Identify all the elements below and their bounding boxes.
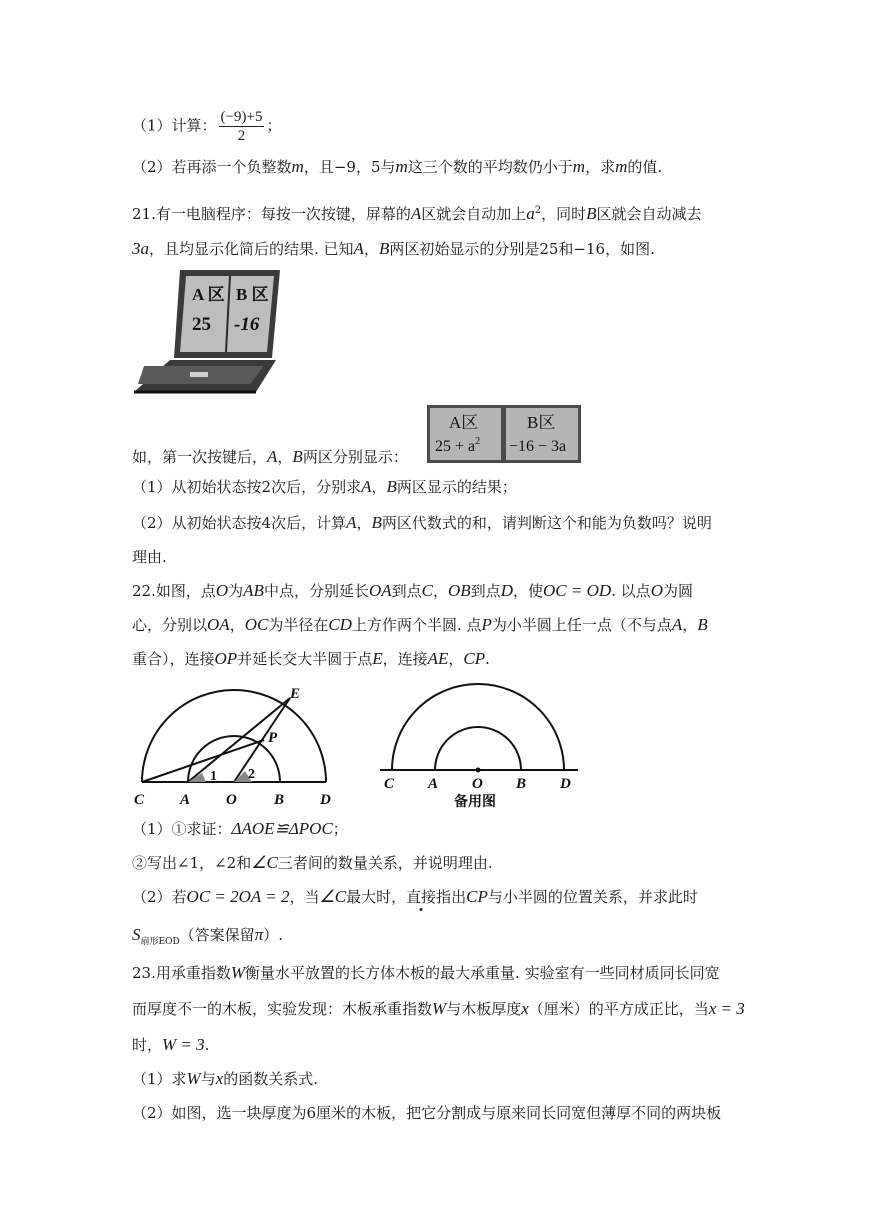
var: O	[215, 581, 229, 600]
text: .	[485, 650, 490, 668]
q21-sub2	[132, 512, 749, 534]
var: A	[410, 204, 422, 223]
var: D	[500, 581, 513, 600]
q23-sub1	[132, 1068, 749, 1090]
q22-line3	[132, 648, 749, 670]
text: ，	[371, 478, 387, 496]
var: 3a	[132, 239, 149, 258]
display-b-expr: −16 − 3a	[509, 438, 567, 455]
geometry-figure-spare	[380, 678, 590, 812]
q23-line2	[132, 998, 749, 1020]
var: B	[371, 513, 382, 532]
spare-caption: 备用图	[454, 795, 496, 810]
text: 与小半圆的位置关系，并求此时	[487, 888, 698, 906]
label-e: E	[290, 686, 301, 702]
var: A	[671, 615, 683, 634]
var: C	[421, 581, 433, 600]
text: 区就会自动减去	[596, 205, 702, 223]
laptop-touchpad	[190, 372, 208, 377]
var: OA	[368, 581, 392, 600]
label-a: A	[180, 792, 191, 808]
text: ，且−9，5与	[303, 158, 396, 176]
text: ，	[363, 240, 379, 258]
center-point	[476, 768, 481, 773]
q22-line2	[132, 614, 749, 636]
equation: ΔAOE≌ΔPOC	[231, 819, 333, 838]
text: ，	[682, 616, 698, 634]
var: O	[650, 581, 663, 600]
text: （厘米）的平方成正比，当	[528, 1000, 709, 1018]
var: ∠C	[251, 853, 278, 872]
var: m	[572, 157, 586, 176]
var: A	[361, 477, 372, 496]
text: （2）若再添一个负整数	[132, 158, 292, 176]
q22-sub2-cont	[132, 924, 749, 953]
text: 与木板厚度	[446, 1000, 522, 1018]
text: 两区代数式的和，请判断这个和能为负数吗？说明	[381, 514, 712, 532]
text: 为小半圆上任一点（不与点	[491, 616, 672, 634]
text: 如，第一次按键后，	[132, 448, 268, 466]
var: A	[353, 239, 364, 258]
q21-line1	[132, 200, 749, 225]
text: 为圆	[662, 582, 693, 600]
text: ；	[266, 116, 282, 135]
text: （2）如图，选一块厚度为6厘米的木板，把它分割成与原来同长同宽但薄厚不同的两块板	[132, 1104, 722, 1122]
var: OA	[207, 615, 230, 634]
q21-line2	[132, 238, 749, 260]
text: 的值.	[627, 158, 663, 176]
text: （答案保留	[179, 926, 255, 944]
laptop-a-label: A 区	[192, 285, 225, 304]
text: 三者间的数量关系，并说明理由.	[277, 854, 493, 872]
q21-sub1	[132, 476, 749, 498]
text: 区就会自动加上	[421, 205, 527, 223]
q22-sub1-2	[132, 852, 749, 874]
label-d: D	[320, 792, 331, 808]
spare-label-c: C	[384, 776, 395, 792]
display-b-label: B区	[527, 413, 556, 432]
emphasis-text: 直接	[406, 888, 437, 906]
var: W	[432, 999, 447, 1018]
text: 23.用承重指数	[132, 964, 231, 982]
text: 衡量水平放置的长方体木板的最大承重量. 实验室有一些同材质同长同宽	[245, 964, 720, 982]
var: S	[132, 925, 141, 944]
display-a-expr	[435, 436, 480, 455]
q22-sub1	[132, 818, 749, 840]
label-p: P	[268, 730, 278, 746]
q21-sub2-cont	[132, 546, 749, 568]
text: （1）计算：	[132, 116, 217, 135]
fraction-denominator: 2	[237, 128, 246, 144]
text: 指出	[436, 888, 467, 906]
var: x	[521, 999, 529, 1018]
q23-sub2	[132, 1102, 749, 1124]
equation: OC = OD	[542, 581, 612, 600]
var: m	[615, 157, 628, 176]
var: OC	[244, 615, 269, 634]
var: x	[215, 1069, 224, 1088]
laptop-a-value: 25	[192, 314, 211, 335]
text: 这三个数的平均数仍小于	[407, 158, 573, 176]
geometry-figure-main	[128, 686, 348, 812]
label-c: C	[134, 792, 145, 808]
q22-line1	[132, 580, 749, 602]
q20-part1	[132, 108, 749, 145]
text: 重合），连接	[132, 650, 215, 668]
var: OB	[448, 581, 471, 600]
text: 时，	[132, 1036, 163, 1054]
text: 上方作两个半圆. 点	[351, 616, 482, 634]
text: ②写出∠1，∠2和	[132, 854, 252, 872]
laptop-b-value: -16	[234, 314, 260, 335]
text: 两区显示的结果；	[396, 478, 517, 496]
spare-label-b: B	[516, 776, 527, 792]
text: ；	[332, 820, 348, 838]
text: ，	[229, 616, 245, 634]
var: AB	[243, 581, 264, 600]
text: ，使	[512, 582, 543, 600]
text: ，	[277, 448, 293, 466]
equation: W = 3	[162, 1035, 205, 1054]
var: CP	[466, 887, 488, 906]
var: B	[378, 239, 390, 258]
subscript: 扇形EOD	[140, 937, 180, 947]
text: . 以点	[611, 582, 651, 600]
var: m	[291, 157, 304, 176]
text: 中点，分别延长	[263, 582, 369, 600]
var: OP	[214, 649, 238, 668]
superscript: 2	[534, 205, 542, 216]
label-angle1: 1	[210, 769, 217, 784]
text: 两区初始显示的分别是25和−16，如图.	[389, 240, 655, 258]
q23-line3	[132, 1034, 749, 1056]
var: a	[526, 204, 535, 223]
text: 而厚度不一的木板，实验发现：木板承重指数	[132, 1000, 433, 1018]
text: 与	[200, 1070, 216, 1088]
laptop-b-label: B 区	[236, 285, 269, 304]
text: ，	[448, 650, 464, 668]
text: 为	[228, 582, 244, 600]
display-box	[427, 405, 581, 463]
superscript: 2	[475, 436, 481, 447]
text: 到点	[391, 582, 422, 600]
q20-part2	[132, 156, 749, 178]
text: 两区分别显示：	[302, 448, 408, 466]
label-b: B	[274, 792, 285, 808]
var: CD	[328, 615, 352, 634]
spare-label-o: O	[472, 776, 483, 792]
display-a-label: A区	[449, 413, 479, 432]
var: AE	[427, 649, 449, 668]
text: 22.如图，点	[132, 582, 216, 600]
text: （1）①求证：	[132, 820, 232, 838]
var: π	[254, 925, 264, 944]
var: CP	[463, 649, 486, 668]
text: 并延长交大半圆于点	[237, 650, 373, 668]
var: B	[697, 615, 708, 634]
label-o: O	[226, 792, 237, 808]
var: E	[372, 649, 383, 668]
equation: OC = 2OA = 2	[186, 887, 290, 906]
var: B	[292, 447, 303, 466]
laptop-figure	[132, 268, 282, 398]
text: ，连接	[382, 650, 428, 668]
var: P	[481, 615, 492, 634]
var: W	[186, 1069, 201, 1088]
var: B	[586, 204, 597, 223]
text: .	[204, 1036, 210, 1054]
var: W	[230, 963, 246, 982]
spare-label-a: A	[428, 776, 439, 792]
text: ，且均显示化简后的结果. 已知	[149, 240, 354, 258]
text: 最大时，	[346, 888, 407, 906]
small-semicircle-spare	[435, 727, 521, 770]
text: ，求	[585, 158, 616, 176]
text: 的函数关系式.	[223, 1070, 319, 1088]
spare-label-d: D	[560, 776, 571, 792]
text: 21.有一电脑程序：每按一次按键，屏幕的	[132, 205, 411, 223]
var: ∠C	[319, 887, 347, 906]
text: ，	[356, 514, 372, 532]
text: ，当	[289, 888, 320, 906]
text: 到点	[470, 582, 501, 600]
text: ，同时	[541, 205, 587, 223]
fraction	[219, 108, 265, 145]
text: 理由.	[132, 548, 167, 566]
var: A	[346, 513, 357, 532]
label-angle2: 2	[248, 767, 255, 782]
expr: 25 + a	[435, 438, 476, 455]
equation: x = 3	[708, 999, 745, 1018]
text: ）.	[263, 926, 283, 944]
q22-sub2	[132, 886, 749, 908]
text: 为半径在	[268, 616, 329, 634]
text: （2）从初始状态按4次后，计算	[132, 514, 347, 532]
text: ，	[432, 582, 448, 600]
text: 心，分别以	[132, 616, 208, 634]
text: （2）若	[132, 888, 187, 906]
q23-line1	[132, 962, 749, 984]
var: m	[395, 157, 408, 176]
text: （1）从初始状态按2次后，分别求	[132, 478, 362, 496]
text: （1）求	[132, 1070, 187, 1088]
var: B	[386, 477, 397, 496]
var: A	[267, 447, 278, 466]
fraction-numerator: (−9)+5	[220, 109, 263, 125]
